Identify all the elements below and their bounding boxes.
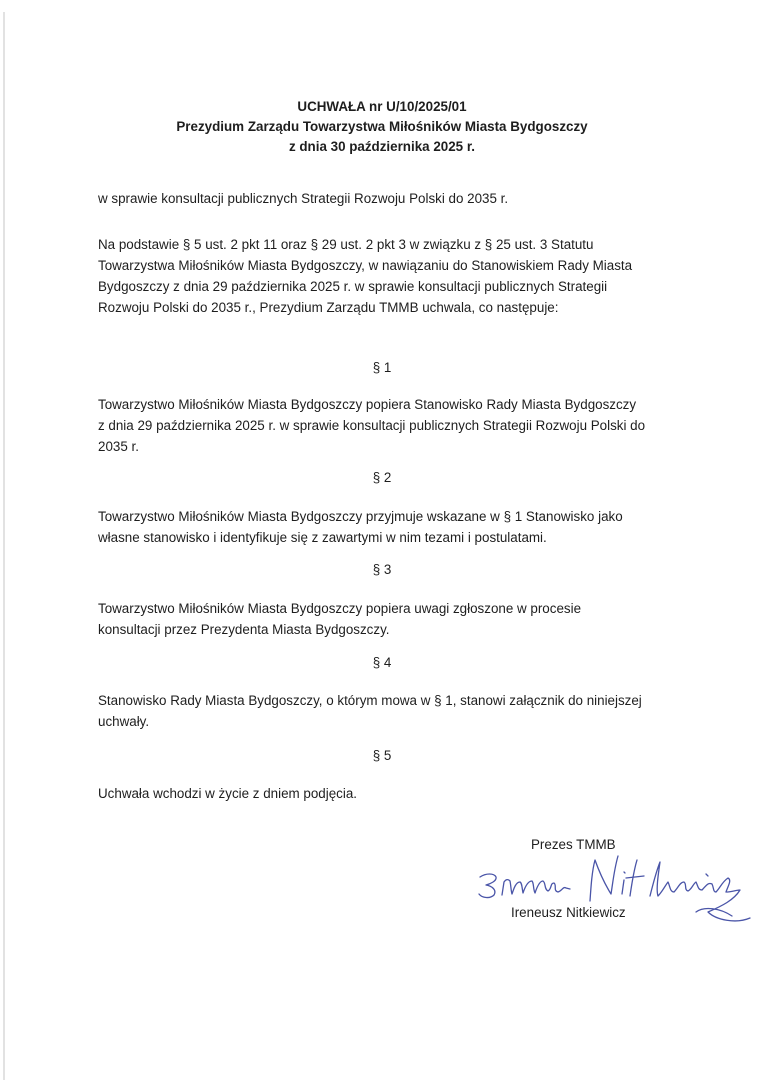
signature-stroke [706, 874, 708, 876]
paragraph-5-number: § 5 [372, 748, 392, 763]
signature-stroke [650, 862, 750, 921]
signature-stroke [622, 880, 624, 894]
resolution-header [0, 97, 764, 157]
resolution-subject: w sprawie konsultacji publicznych Strategii Rozwoju Polski do 2035 r. [98, 191, 509, 206]
paragraph-line: 2035 r. [98, 439, 139, 454]
signature-stroke [624, 872, 625, 873]
paragraph-2-number: § 2 [372, 470, 392, 485]
signature-stroke [626, 876, 644, 878]
preamble-line: Bydgoszczy z dnia 29 października 2025 r. w sprawie konsultacji publicznych Strategii [98, 279, 608, 294]
signature-block [460, 836, 760, 936]
paragraph-line: Stanowisko Rady Miasta Bydgoszczy, o którym mowa w § 1, stanowi załącznik do niniejszej [98, 693, 642, 708]
signature-stroke [502, 880, 570, 895]
preamble-line: Na podstawie § 5 ust. 2 pkt 11 oraz § 29 ust. 2 pkt 3 w związku z § 25 ust. 3 Statutu [98, 237, 594, 252]
paragraph-line: Towarzystwo Miłośników Miasta Bydgoszczy popiera uwagi zgłoszone w procesie [98, 601, 582, 616]
paragraph-line: uchwały. [98, 714, 150, 729]
paragraph-1-number: § 1 [372, 360, 392, 375]
paragraph-line: Towarzystwo Miłośników Miasta Bydgoszczy popiera Stanowisko Rady Miasta Bydgoszczy [98, 397, 637, 412]
resolution-date: z dnia 30 października 2025 r. [288, 139, 476, 154]
preamble [98, 234, 698, 318]
signatory-name: Ireneusz Nitkiewicz [511, 905, 626, 920]
paragraph-3-text [98, 598, 698, 640]
signature-stroke [590, 856, 618, 901]
handwritten-signature [470, 846, 760, 936]
paragraph-1-text [98, 394, 698, 457]
preamble-line: Towarzystwa Miłośników Miasta Bydgoszczy, w nawiązaniu do Stanowiskiem Rady Miasta [98, 258, 633, 273]
resolution-issuer: Prezydium Zarządu Towarzystwa Miłośników Miasta Bydgoszczy [176, 119, 588, 134]
paragraph-line: konsultacji przez Prezydenta Miasta Bydgoszczy. [98, 622, 390, 637]
resolution-title: UCHWAŁA nr U/10/2025/01 [297, 99, 467, 114]
paragraph-line: z dnia 29 października 2025 r. w sprawie konsultacji publicznych Strategii Rozwoju Polski do [98, 418, 646, 433]
paragraph-line: Towarzystwo Miłośników Miasta Bydgoszczy przyjmuje wskazane w § 1 Stanowisko jako [98, 509, 623, 524]
paragraph-5-text [98, 783, 698, 804]
paragraph-line: własne stanowisko i identyfikuje się z zawartymi w nim tezami i postulatami. [98, 530, 547, 545]
paragraph-3-number: § 3 [372, 562, 392, 577]
preamble-line: Rozwoju Polski do 2035 r., Prezydium Zarządu TMMB uchwala, co następuje: [98, 300, 559, 315]
paragraph-2-text [98, 506, 698, 548]
signatory-role: Prezes TMMB [531, 837, 616, 852]
paragraph-4-number: § 4 [372, 655, 392, 670]
signature-stroke [479, 874, 496, 898]
paragraph-line: Uchwała wchodzi w życie z dniem podjęcia. [98, 786, 357, 801]
paragraph-4-text [98, 690, 698, 732]
